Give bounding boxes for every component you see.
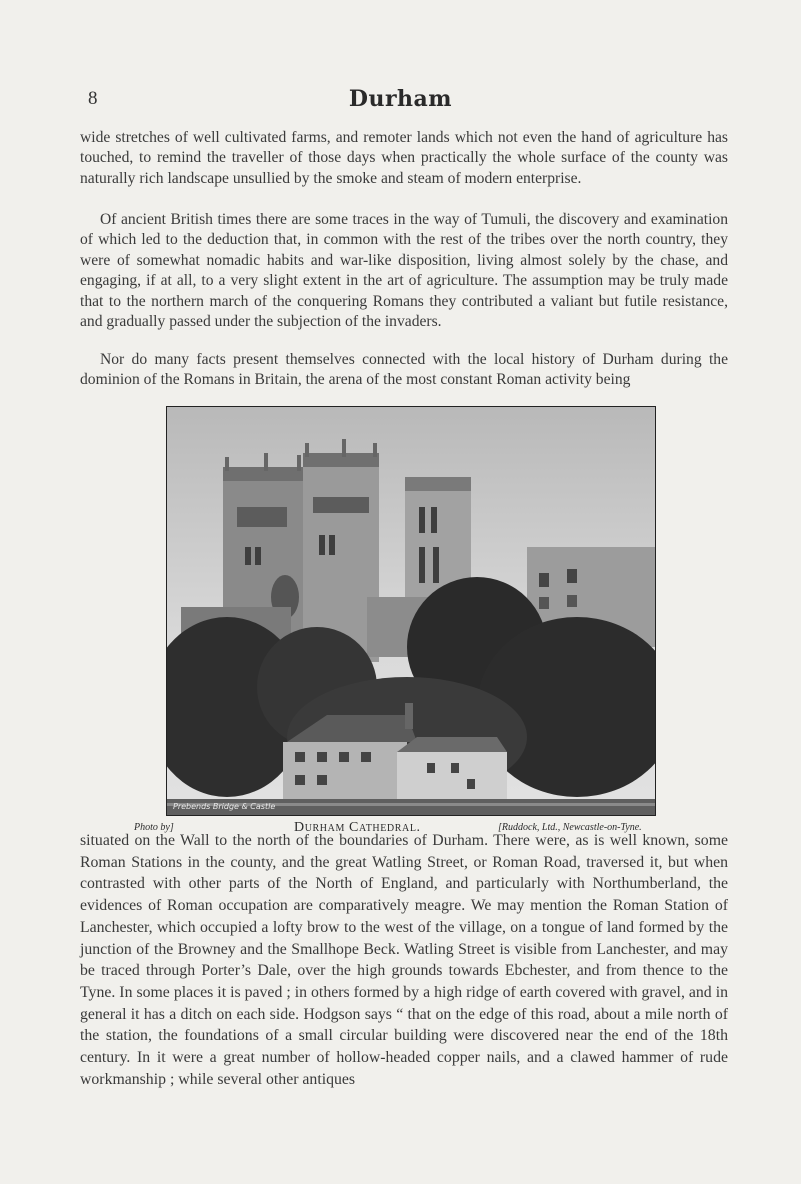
paragraph-4: situated on the Wall to the north of the boundaries of Durham. There were, as is well known, some Roman Stations in the county, and the great Watling Street, or Roman Road, traversed it, but when contrasted with other parts of the North of England, and particularly with Northumberland, the evidences of Roman occupation are comparatively meagre. We may mention the Roman Station of Lanchester, which occupied a lofty brow to the west of the village, on a tongue of land formed by the junction of the Browney and the Smallhope Beck. Watling Street is visible from Lanchester, and may be traced through Porter’s Dale, over the high grounds towards Ebchester, and from thence to the Tyne. In some places it is paved ; in others formed by a high ridge of earth covered with gravel, and in general it has a ditch on each side. Hodgson says “ that on the edge of this road, about a mile north of the station, the foundations of a small circular building were discovered near the end of the 18th century. In it were a great number of hollow-headed copper nails, and a clawed hammer of rude workmanship ; while several other antiques [80,832,728,1088]
page-number: 8 [88,88,98,109]
caption-title: Durham Cathedral. [294,820,421,835]
page-header [0,86,801,116]
paragraph-2: Of ancient British times there are some traces in the way of Tumuli, the discovery and examination of which led to the deduction that, in common with the rest of the tribes over the north country, they were of somewhat nomadic habits and war-like disposition, living almost solely by the chase, and engaging, if at all, to a very slight extent in the art of agriculture. The assumption may be truly made that to the northern march of the conquering Romans they contributed a valiant but futile resistance, and gradually passed under the subjection of the invaders. [80,211,728,331]
paragraph-3: Nor do many facts present themselves connected with the local history of Durham during the dominion of the Romans in Britain, the arena of the most constant Roman activity being [80,351,728,389]
photo-credit: [Ruddock, Ltd., Newcastle-on-Tyne. [498,822,642,833]
paragraph-1: wide stretches of well cultivated farms, and remoter lands which not even the hand of agriculture has touched, to remind the traveller of those days when practically the whole surface of the county was naturally rich landscape unsullied by the smoke and steam of modern enterprise. [80,129,728,187]
cathedral-illustration [167,407,655,815]
cathedral-photograph [166,406,656,816]
photo-credit-prefix: Photo by] [134,822,174,833]
running-title: Durham [348,86,453,112]
photo-inscription: Prebends Bridge & Castle [173,802,276,811]
